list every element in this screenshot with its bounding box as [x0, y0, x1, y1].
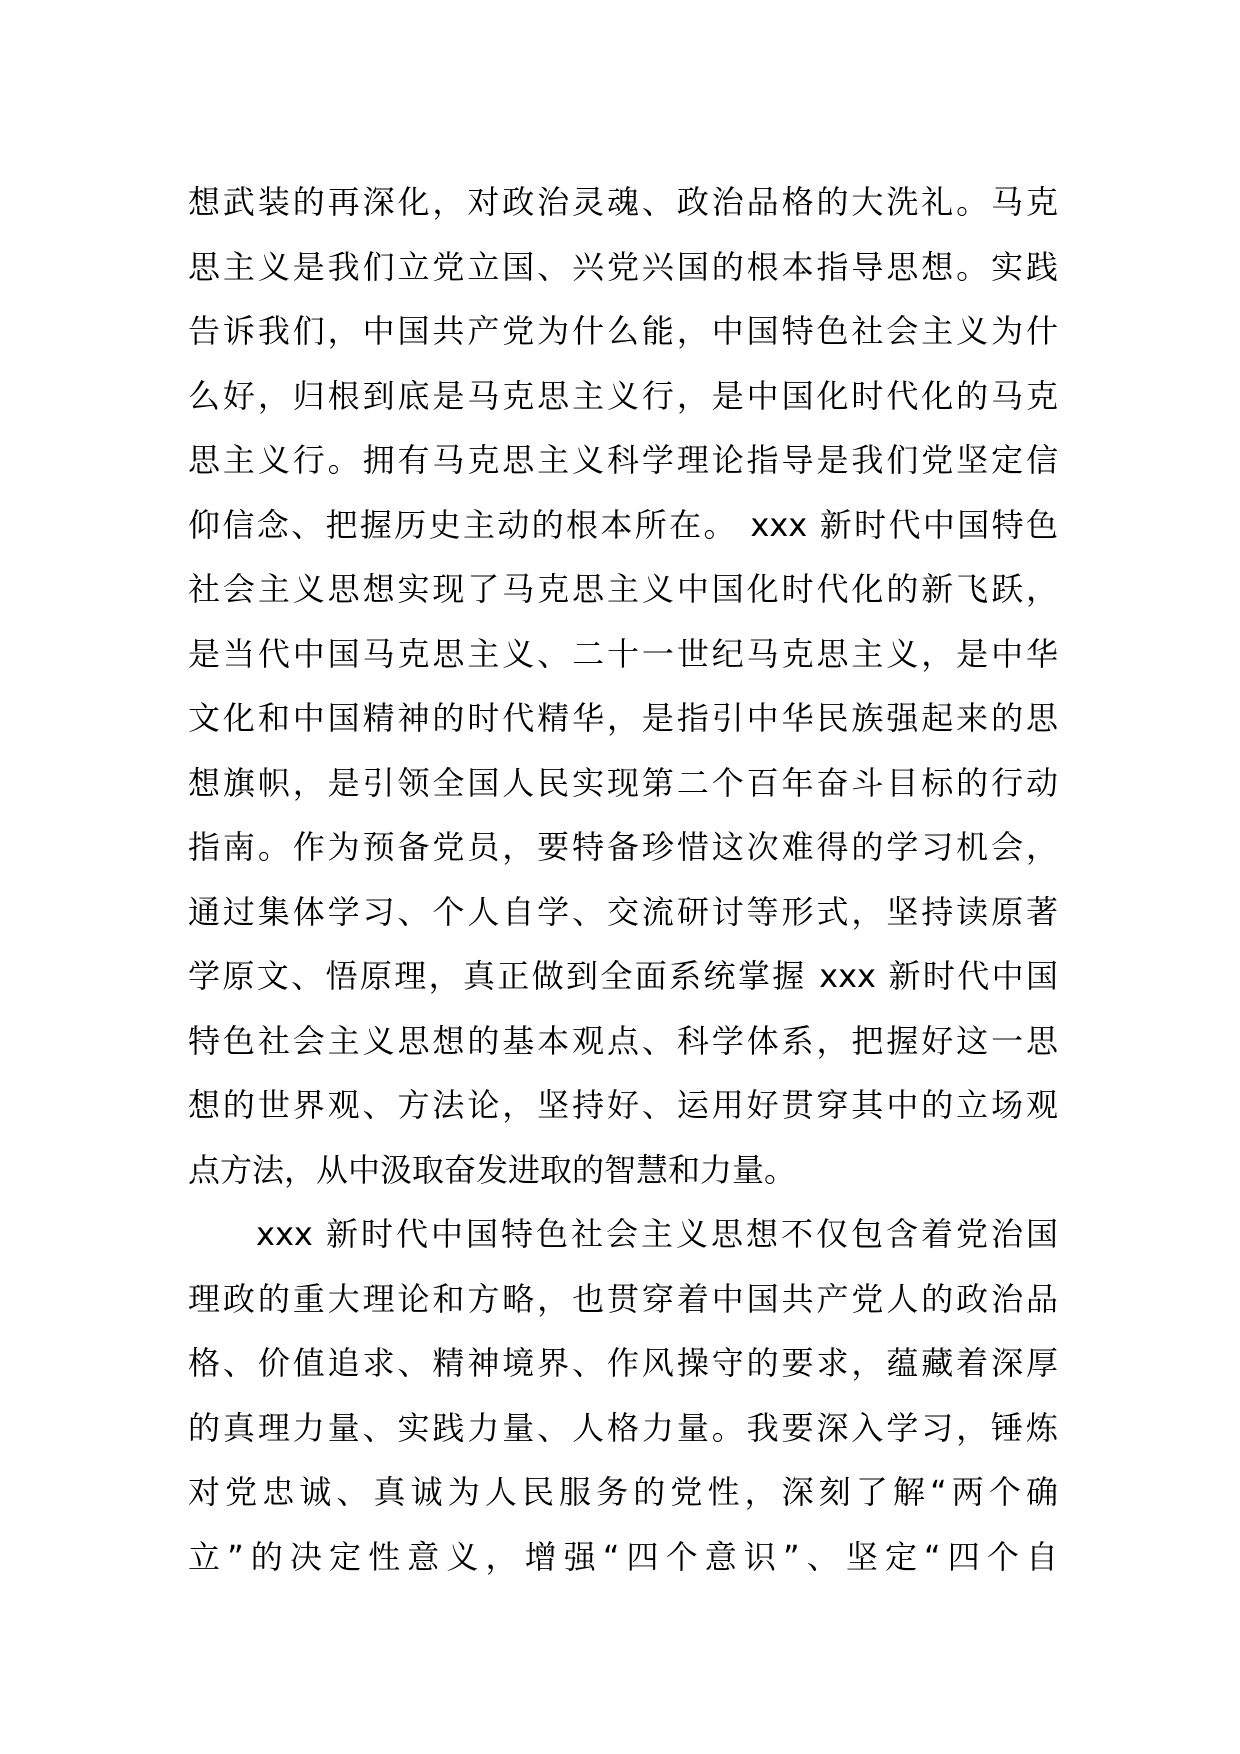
text-line: 思主义是我们立党立国、兴党兴国的根本指导思想。实践	[188, 247, 1058, 286]
text-line: 理政的重大理论和方略，也贯穿着中国共产党人的政治品	[188, 1279, 1058, 1318]
paragraph-first-line: xxx 新时代中国特色社会主义思想不仅包含着党治国	[256, 1215, 1058, 1253]
text-line: 思主义行。拥有马克思主义科学理论指导是我们党坚定信	[188, 441, 1058, 479]
text-line: 想武装的再深化，对政治灵魂、政治品格的大洗礼。马克	[188, 183, 1058, 221]
paragraph-end-line: 点方法，从中汲取奋发进取的智慧和力量。	[188, 1150, 797, 1189]
text-line: 对党忠诚、真诚为人民服务的党性，深刻了解“两个确	[188, 1473, 1058, 1511]
text-line: 是当代中国马克思主义、二十一世纪马克思主义，是中华	[188, 634, 1058, 673]
text-line: 格、价值追求、精神境界、作风操守的要求，蕴藏着深厚	[188, 1344, 1058, 1382]
text-line: 指南。作为预备党员，要特备珍惜这次难得的学习机会，	[188, 828, 1058, 866]
text-line: 告诉我们，中国共产党为什么能，中国特色社会主义为什	[188, 312, 1058, 350]
text-line: 社会主义思想实现了马克思主义中国化时代化的新飞跃，	[188, 570, 1058, 608]
text-line: 特色社会主义思想的基本观点、科学体系，把握好这一思	[188, 1021, 1058, 1060]
text-line: 想旗帜，是引领全国人民实现第二个百年奋斗目标的行动	[188, 763, 1058, 802]
text-line: 想的世界观、方法论，坚持好、运用好贯穿其中的立场观	[188, 1086, 1058, 1124]
text-line: 么好，归根到底是马克思主义行，是中国化时代化的马克	[188, 376, 1058, 415]
text-line: 仰信念、把握历史主动的根本所在。 xxx 新时代中国特色	[188, 505, 1058, 544]
text-line: 立”的决定性意义，增强“四个意识”、坚定“四个自	[188, 1537, 1058, 1576]
text-line: 的真理力量、实践力量、人格力量。我要深入学习，锤炼	[188, 1408, 1058, 1447]
body-text	[188, 170, 1058, 1589]
text-line: 学原文、悟原理，真正做到全面系统掌握 xxx 新时代中国	[188, 957, 1058, 995]
text-line: 文化和中国精神的时代精华，是指引中华民族强起来的思	[188, 699, 1058, 737]
text-line: 通过集体学习、个人自学、交流研讨等形式，坚持读原著	[188, 892, 1058, 931]
